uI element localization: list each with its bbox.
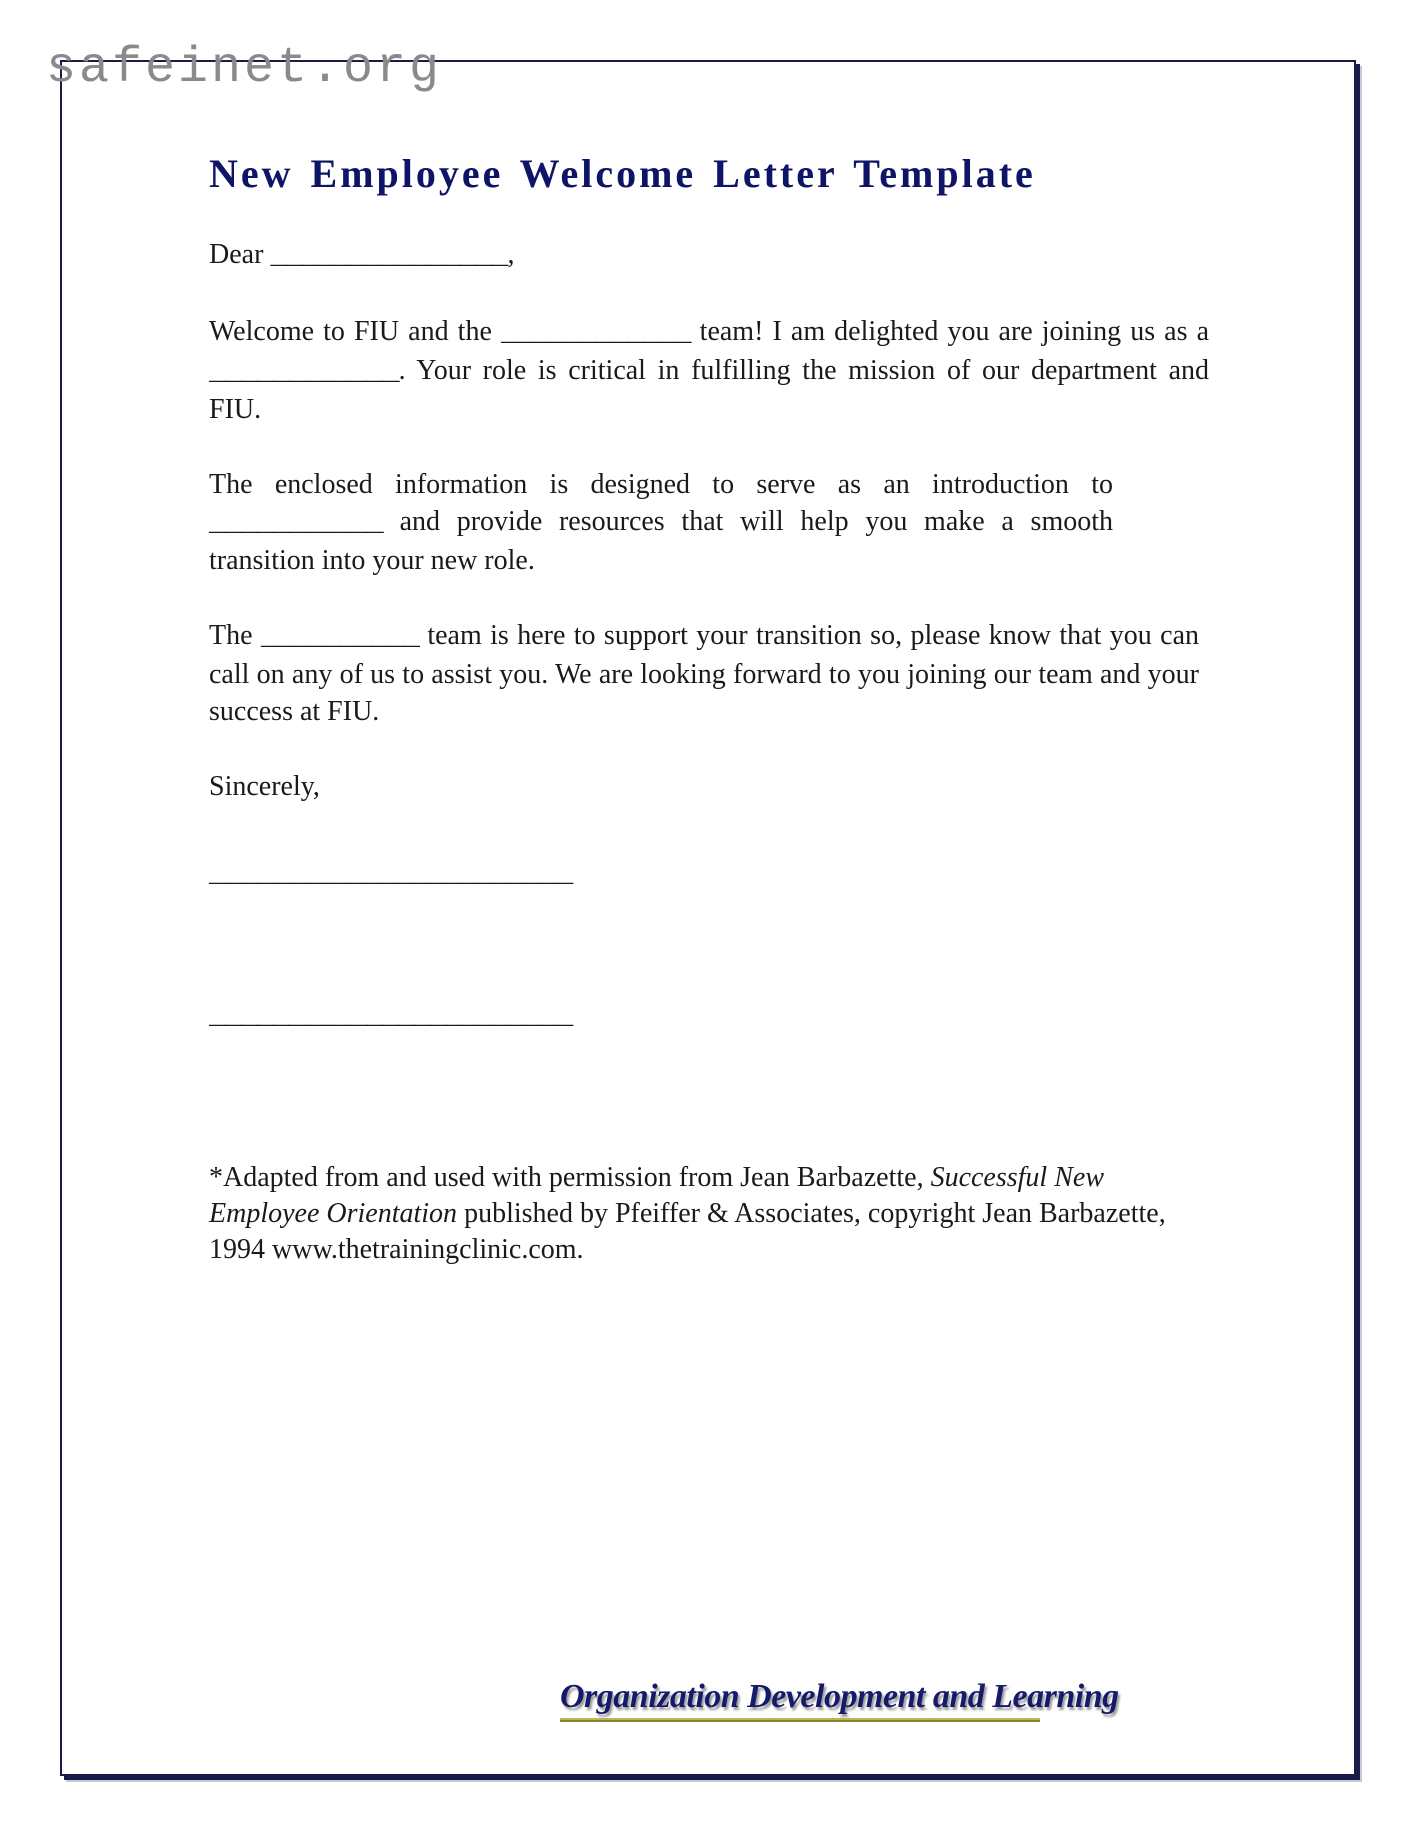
signature-line: _______________________ — [209, 859, 573, 890]
role-blank: ____________ — [209, 357, 399, 388]
paragraph-text: . Your role is critical in fulfilling the mission of our department and FIU. — [209, 355, 1209, 425]
paragraph-introduction — [209, 466, 1113, 579]
paragraph-text: Welcome to FIU and the — [209, 316, 492, 347]
title-line: _______________________ — [209, 1001, 573, 1032]
page-title: New Employee Welcome Letter Template — [209, 151, 1036, 196]
team-blank: ____________ — [500, 318, 691, 349]
letter-body — [209, 150, 1209, 1035]
footnote-text: published by Pfeiffer & Associates, copyright Jean Barbazette, 1994 www.thetrainingclinic.com. — [209, 1198, 1166, 1265]
footnote-text: *Adapted from and used with permission from Jean Barbazette, — [209, 1162, 924, 1193]
paragraph-text: team is here to support your transition so, please know that you can call on any of us to assist you. We are looking forward to you joining our team and your success at FIU. — [209, 620, 1200, 727]
greeting-comma: , — [507, 239, 515, 270]
support-team-blank: __________ — [260, 622, 419, 653]
footnote — [209, 1160, 1209, 1268]
paragraph-support — [209, 617, 1199, 730]
paragraph-text: The enclosed information is designed to serve as an introduction to — [209, 469, 1113, 500]
paragraph-text: team! I am delighted you are joining us as a — [699, 316, 1209, 347]
org-logo — [560, 1678, 1119, 1722]
paragraph-text: and provide resources that will help you make a smooth transition into your new role. — [209, 506, 1114, 576]
org-logo-underline — [560, 1718, 1040, 1722]
paragraph-welcome — [209, 313, 1209, 428]
salutation: Dear — [209, 239, 264, 270]
watermark-text: safeinet.org — [46, 40, 443, 97]
greeting-line — [209, 236, 1209, 275]
book-title: Successful New Employee Orientation — [209, 1162, 1104, 1229]
unit-blank: ___________ — [209, 508, 383, 539]
recipient-blank: _______________ — [270, 241, 508, 272]
paragraph-text: The — [209, 620, 253, 651]
signoff: Sincerely, — [209, 771, 320, 802]
org-logo-text: Organization Development and Learning — [560, 1678, 1119, 1715]
